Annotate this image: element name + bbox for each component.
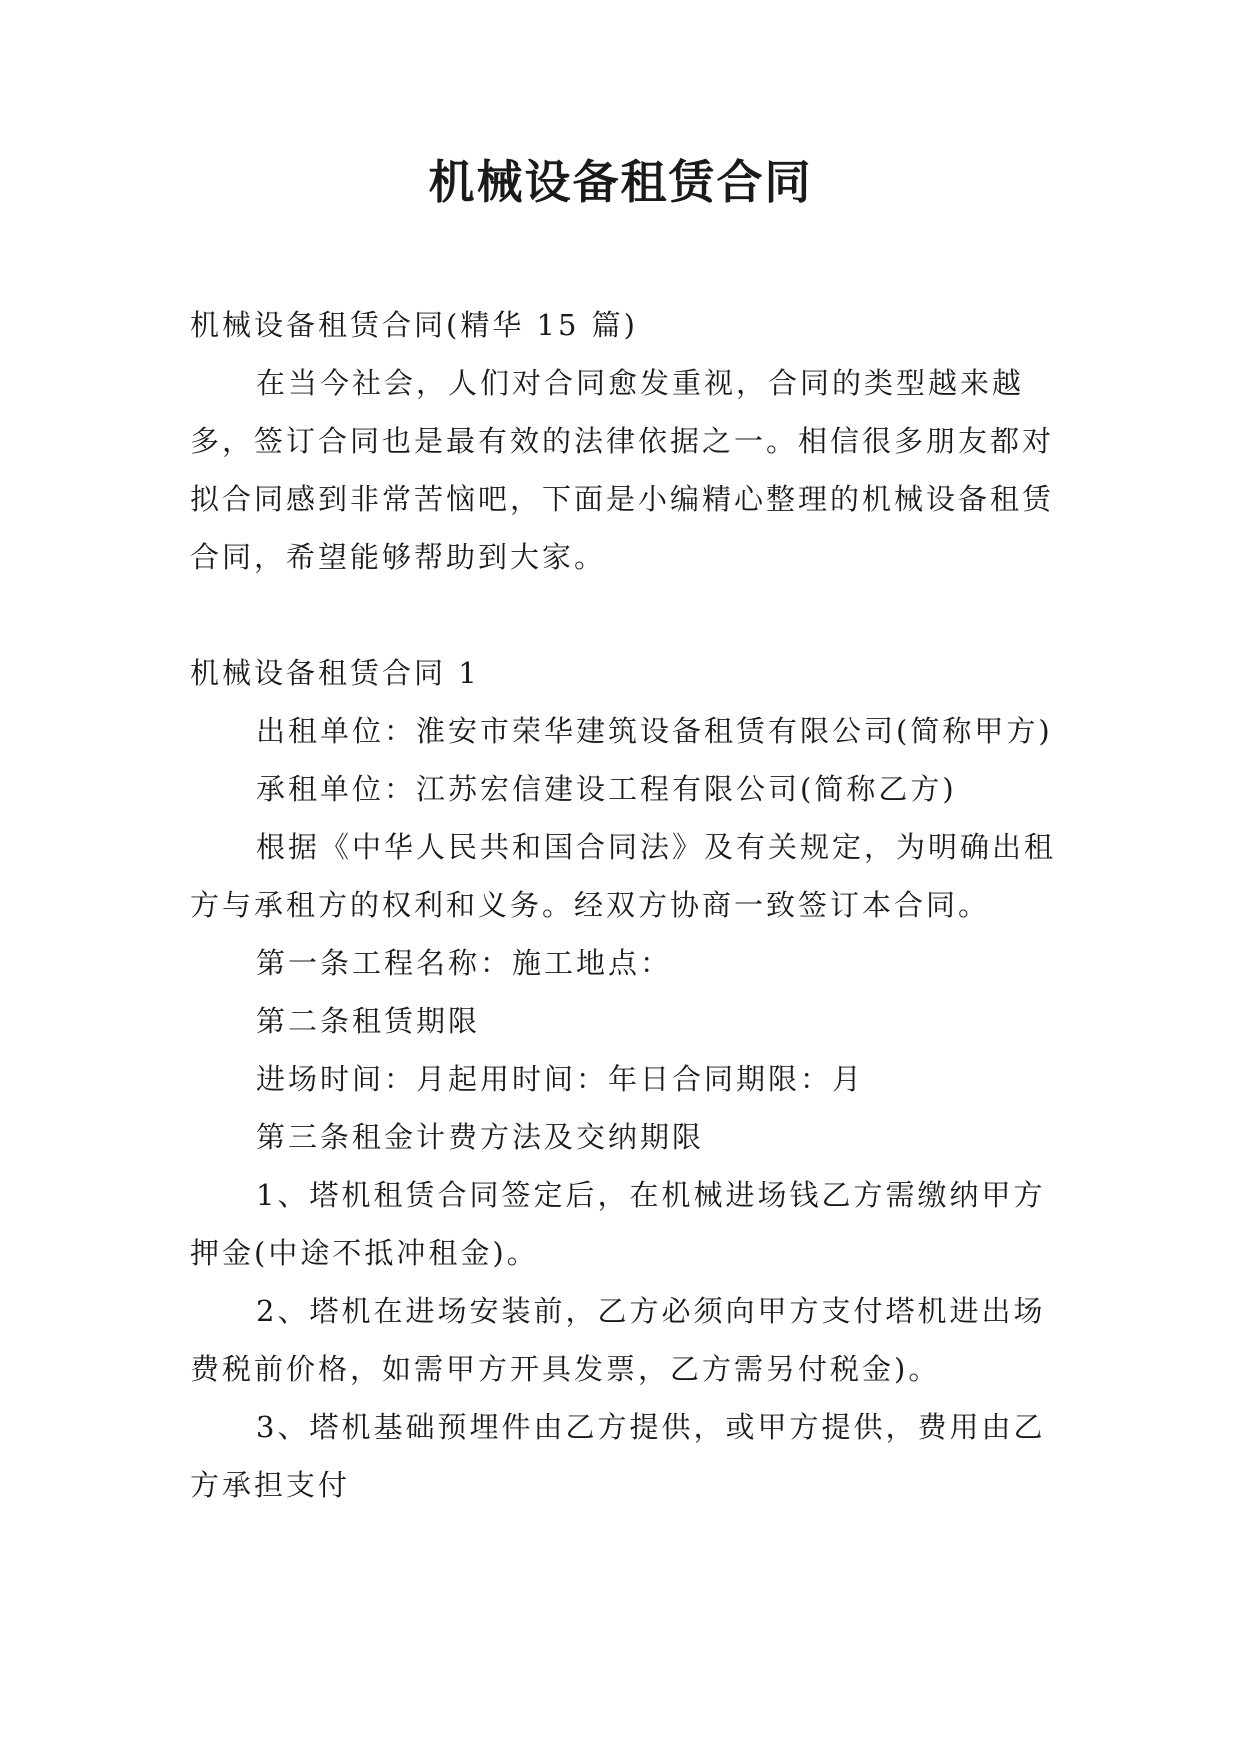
entry-time-paragraph: 进场时间：月起用时间：年日合同期限：月: [256, 1062, 865, 1096]
clause-3-paragraph: 3、塔机基础预埋件由乙方提供，或甲方提供，费用由乙方承担支付: [190, 1410, 1046, 1502]
legal-basis-paragraph: 根据《中华人民共和国合同法》及有关规定，为明确出租方与承租方的权利和义务。经双方协商一致签订本合同。: [190, 830, 1057, 922]
lessee-paragraph: 承租单位：江苏宏信建设工程有限公司(简称乙方): [256, 772, 957, 806]
lessor-paragraph: 出租单位：淮安市荣华建筑设备租赁有限公司(简称甲方): [256, 714, 1053, 748]
article-2-heading: 第二条租赁期限: [256, 1004, 481, 1038]
collection-subtitle: 机械设备租赁合同(精华 15 篇): [190, 308, 638, 342]
article-1-paragraph: 第一条工程名称：施工地点：: [256, 946, 673, 980]
document-title: 机械设备租赁合同: [428, 155, 813, 209]
section-heading: 机械设备租赁合同 1: [190, 656, 480, 690]
article-3-heading: 第三条租金计费方法及交纳期限: [256, 1120, 705, 1154]
clause-1-paragraph: 1、塔机租赁合同签定后，在机械进场钱乙方需缴纳甲方押金(中途不抵冲租金)。: [190, 1178, 1046, 1270]
intro-paragraph: 在当今社会，人们对合同愈发重视，合同的类型越来越多，签订合同也是最有效的法律依据之一。相信很多朋友都对拟合同感到非常苦恼吧，下面是小编精心整理的机械设备租赁合同，希望能够帮助到大家。: [190, 366, 1055, 574]
paragraph-spacer: [190, 586, 1070, 644]
clause-2-paragraph: 2、塔机在进场安装前，乙方必须向甲方支付塔机进出场费税前价格，如需甲方开具发票，乙方需另付税金)。: [190, 1294, 1046, 1386]
document-body: [190, 296, 1070, 1514]
